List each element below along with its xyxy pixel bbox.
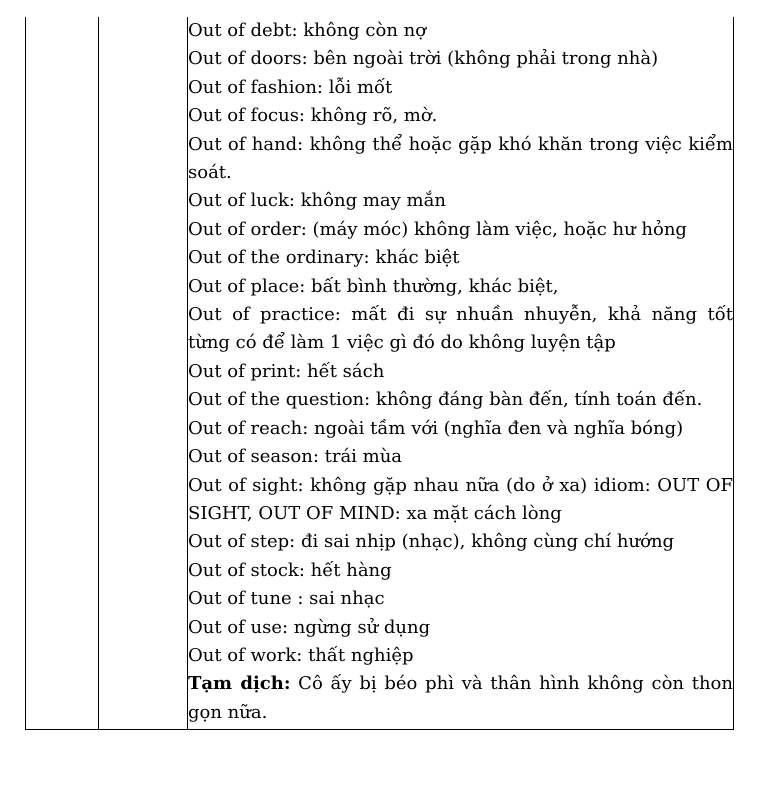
idiom-entry: Out of the ordinary: khác biệt [188,247,460,269]
idiom-entry: Out of print: hết sách [188,360,385,382]
idiom-entry: Out of use: ngừng sử dụng [188,616,431,638]
idiom-entry: Out of step: đi sai nhịp (nhạc), không cùng chí hướng [188,531,675,553]
idiom-entry: Out of luck: không may mắn [188,190,446,212]
idiom-entry: Out of season: trái mùa [188,446,403,468]
answer-key-cell [99,17,188,730]
explanation-text [188,17,733,727]
idiom-entry: Out of reach: ngoài tầm với (nghĩa đen và nghĩa bóng) [188,417,684,439]
explanation-cell [188,17,734,730]
translation-text: Cô ấy bị béo phì và thân hình không còn thon gọn nữa. [188,673,733,723]
idiom-entry: Out of sight: không gặp nhau nữa (do ở xa) idiom: OUT OF SIGHT, OUT OF MIND: xa mặt cách lòng [188,474,733,524]
idiom-entry: Out of practice: mất đi sự nhuần nhuyễn, khả năng tốt từng có để làm 1 việc gì đó do không luyện tập [188,304,733,354]
answer-table [25,17,734,730]
idiom-entry: Out of order: (máy móc) không làm việc, hoặc hư hỏng [188,218,687,240]
idiom-entry: Out of place: bất bình thường, khác biệt, [188,275,559,297]
translation [188,670,733,727]
table-row [26,17,734,730]
idiom-entry: Out of the question: không đáng bàn đến, tính toán đến. [188,389,703,411]
idiom-entry: Out of doors: bên ngoài trời (không phải trong nhà) [188,48,659,70]
question-number-cell [26,17,99,730]
idiom-entry: Out of fashion: lỗi mốt [188,76,393,98]
idiom-entry: Out of focus: không rõ, mờ. [188,105,438,127]
idiom-entry: Out of work: thất nghiệp [188,644,414,666]
idiom-entry: Out of debt: không còn nợ [188,20,427,41]
idiom-entry: Out of hand: không thể hoặc gặp khó khăn trong việc kiểm soát. [188,133,733,184]
idiom-entry: Out of stock: hết hàng [188,559,392,581]
translation-label: Tạm dịch: [188,673,291,695]
idiom-entry: Out of tune : sai nhạc [188,588,385,610]
